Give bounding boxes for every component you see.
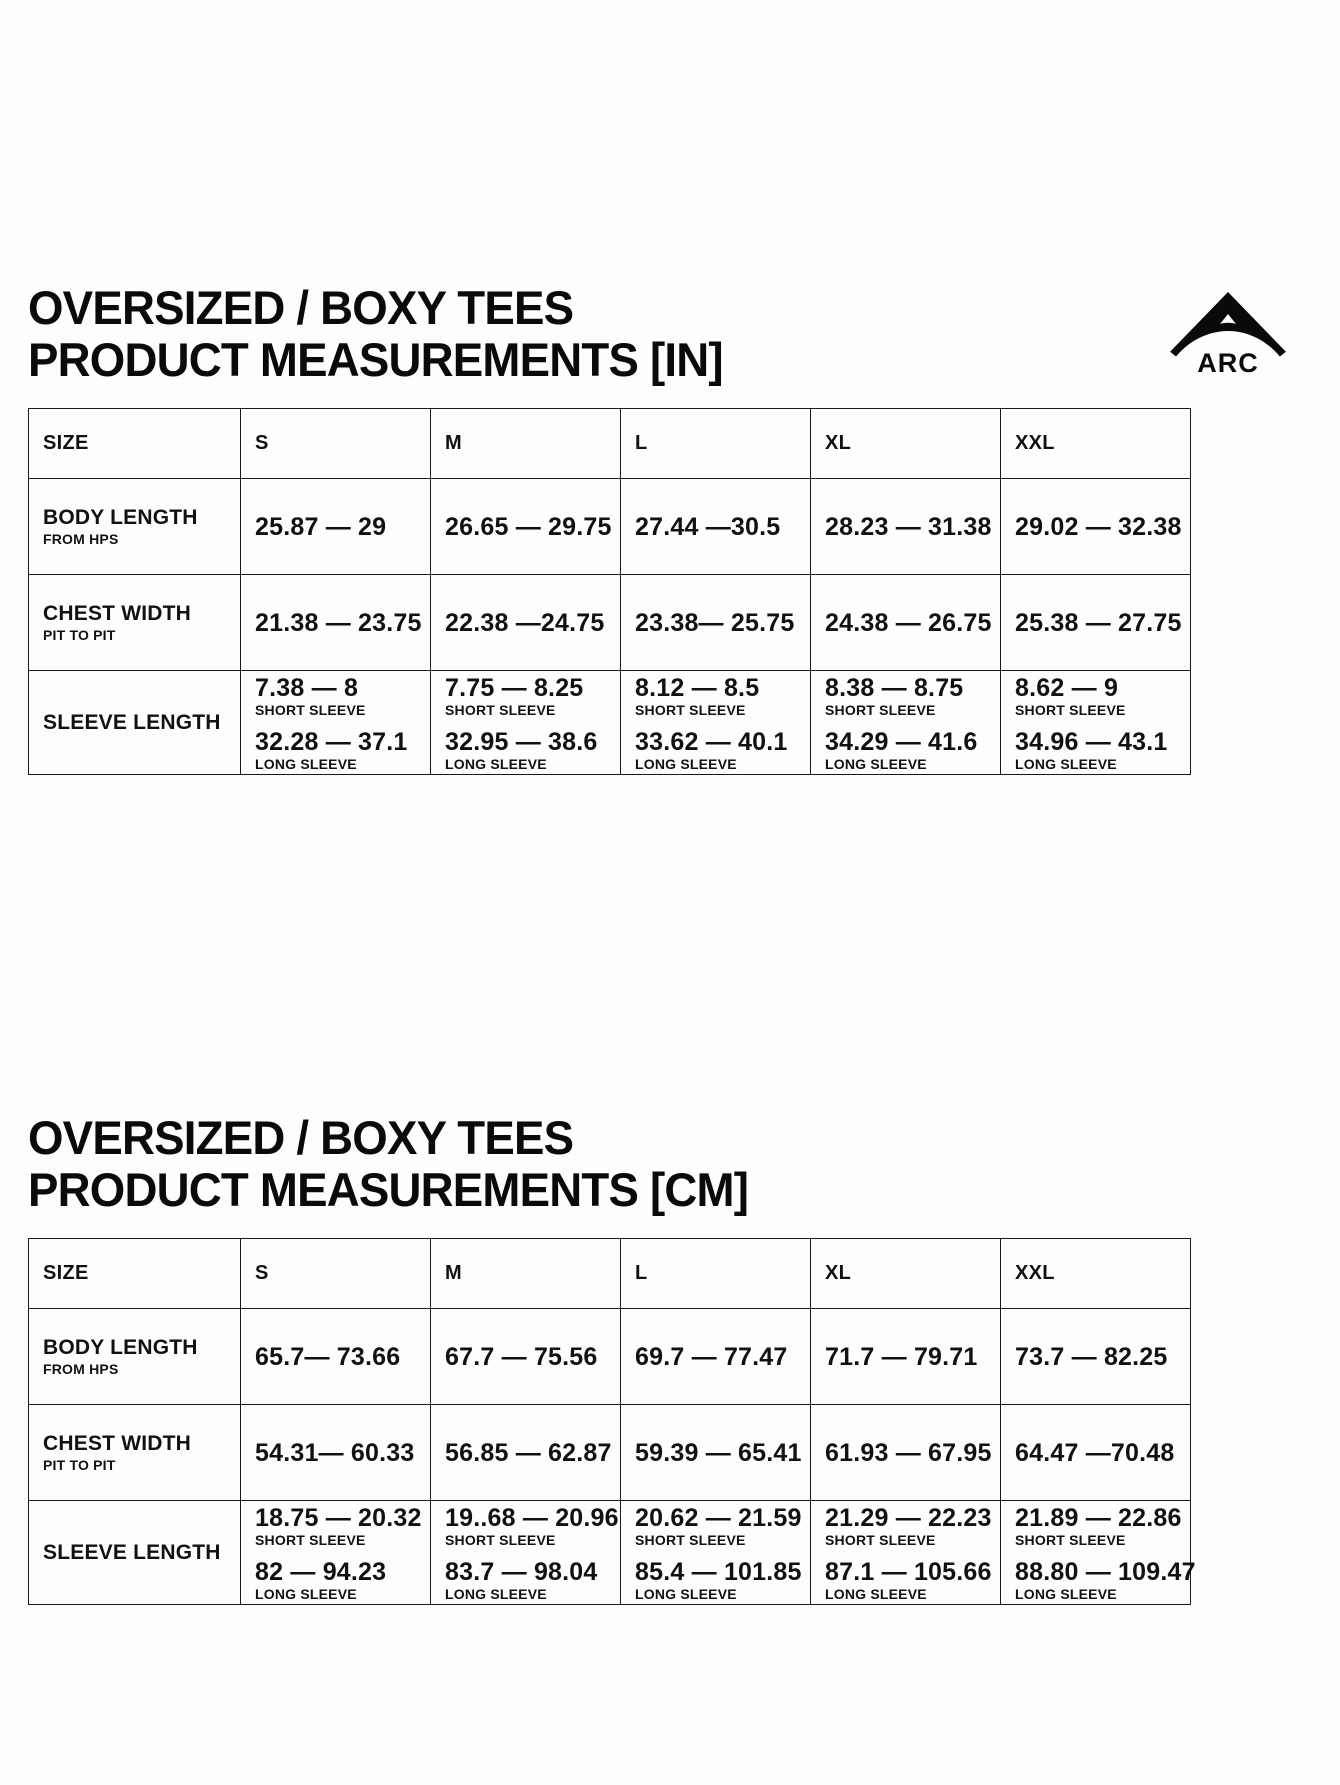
cell-value-long: 32.95 — 38.6: [445, 727, 598, 756]
long-sleeve-group: [825, 728, 1000, 772]
cell-value: 65.7— 73.66: [255, 1342, 401, 1371]
long-sleeve-group: [445, 1558, 620, 1602]
row-label-sleeve-length: [29, 1501, 241, 1605]
cell-sublabel-long: LONG SLEEVE: [825, 1585, 927, 1602]
cell-chest-width-s: [241, 1405, 431, 1501]
cell-value-long: 33.62 — 40.1: [635, 727, 788, 756]
cell-value-short: 7.75 — 8.25: [445, 673, 584, 702]
cell-value-short: 8.62 — 9: [1015, 673, 1119, 702]
cell-body-length-xl: [811, 1309, 1001, 1405]
cell-sleeve-length-m: [431, 671, 621, 775]
measurements-section-cm: [28, 1112, 1312, 1605]
col-header-xl: XL: [811, 1239, 1001, 1309]
row-label-main: SLEEVE LENGTH: [43, 710, 221, 734]
cell-sleeve-length-s: [241, 671, 431, 775]
cell-sublabel-short: SHORT SLEEVE: [1015, 701, 1126, 718]
section-heading-cm: [28, 1112, 1312, 1216]
row-label-sub: PIT TO PIT: [43, 626, 116, 643]
cell-body-length-s: [241, 1309, 431, 1405]
title-line-2-in: PRODUCT MEASUREMENTS [IN]: [28, 333, 723, 386]
table-header-row: [29, 1239, 1191, 1309]
cell-value: 69.7 — 77.47: [635, 1342, 788, 1371]
cell-value-long: 87.1 — 105.66: [825, 1557, 992, 1586]
cell-chest-width-l: [621, 575, 811, 671]
cell-value: 73.7 — 82.25: [1015, 1342, 1168, 1371]
cell-value-short: 20.62 — 21.59: [635, 1503, 802, 1532]
row-label-main: BODY LENGTH: [43, 505, 198, 529]
cell-value-short: 21.89 — 22.86: [1015, 1503, 1182, 1532]
table-row: [29, 1501, 1191, 1605]
long-sleeve-group: [635, 728, 810, 772]
row-label-sub: PIT TO PIT: [43, 1456, 116, 1473]
col-header-l: L: [621, 1239, 811, 1309]
table-header-row: [29, 409, 1191, 479]
cell-body-length-m: [431, 1309, 621, 1405]
cell-value-short: 19..68 — 20.96: [445, 1503, 619, 1532]
cell-value: 56.85 — 62.87: [445, 1438, 612, 1467]
cell-sublabel-long: LONG SLEEVE: [1015, 755, 1117, 772]
page-title-cm: [28, 1112, 770, 1216]
cell-chest-width-l: [621, 1405, 811, 1501]
short-sleeve-group: [1015, 674, 1190, 718]
cell-body-length-xxl: [1001, 479, 1191, 575]
cell-value-short: 7.38 — 8: [255, 673, 359, 702]
cell-sublabel-long: LONG SLEEVE: [445, 1585, 547, 1602]
cell-sublabel-short: SHORT SLEEVE: [825, 1531, 936, 1548]
cell-value: 27.44 —30.5: [635, 512, 781, 541]
cell-sleeve-length-xl: [811, 671, 1001, 775]
table-row: [29, 575, 1191, 671]
cell-chest-width-xl: [811, 575, 1001, 671]
section-heading-in: [28, 282, 1312, 386]
cell-sublabel-long: LONG SLEEVE: [445, 755, 547, 772]
cell-value: 29.02 — 32.38: [1015, 512, 1182, 541]
row-label-sub: FROM HPS: [43, 530, 119, 547]
table-row: [29, 671, 1191, 775]
short-sleeve-group: [255, 1504, 430, 1548]
col-header-l: L: [621, 409, 811, 479]
cell-value: 54.31— 60.33: [255, 1438, 415, 1467]
cell-sublabel-long: LONG SLEEVE: [635, 755, 737, 772]
short-sleeve-group: [255, 674, 430, 718]
cell-sublabel-long: LONG SLEEVE: [825, 755, 927, 772]
cell-value: 28.23 — 31.38: [825, 512, 992, 541]
cell-sleeve-length-xl: [811, 1501, 1001, 1605]
page-title-in: [28, 282, 744, 386]
cell-sublabel-short: SHORT SLEEVE: [255, 1531, 366, 1548]
cell-sublabel-short: SHORT SLEEVE: [255, 701, 366, 718]
cell-body-length-xl: [811, 479, 1001, 575]
cell-value: 25.38 — 27.75: [1015, 608, 1182, 637]
cell-chest-width-xl: [811, 1405, 1001, 1501]
cell-value: 64.47 —70.48: [1015, 1438, 1175, 1467]
row-label-sub: FROM HPS: [43, 1360, 119, 1377]
col-header-size: SIZE: [29, 409, 241, 479]
cell-value: 21.38 — 23.75: [255, 608, 422, 637]
col-header-xxl: XXL: [1001, 409, 1191, 479]
long-sleeve-group: [635, 1558, 810, 1602]
cell-sublabel-long: LONG SLEEVE: [255, 1585, 357, 1602]
row-label-body-length: [29, 1309, 241, 1405]
long-sleeve-group: [1015, 1557, 1196, 1602]
size-table-cm: [28, 1238, 1196, 1605]
cell-value-long: 82 — 94.23: [255, 1557, 387, 1586]
arc-logo: [1162, 284, 1294, 376]
table-row: [29, 479, 1191, 575]
cell-chest-width-xxl: [1001, 575, 1191, 671]
cell-sleeve-length-xxl: [1001, 1501, 1196, 1605]
arc-wordmark: ARC: [1197, 348, 1259, 376]
measurements-section-in: [28, 282, 1312, 775]
size-table-in: [28, 408, 1191, 775]
short-sleeve-group: [635, 674, 810, 718]
cell-value-short: 8.12 — 8.5: [635, 673, 760, 702]
cell-value: 67.7 — 75.56: [445, 1342, 598, 1371]
row-label-main: SLEEVE LENGTH: [43, 1540, 221, 1564]
cell-sleeve-length-l: [621, 671, 811, 775]
cell-value: 71.7 — 79.71: [825, 1342, 978, 1371]
cell-body-length-m: [431, 479, 621, 575]
row-label-chest-width: [29, 1405, 241, 1501]
cell-value: 26.65 — 29.75: [445, 512, 612, 541]
long-sleeve-group: [1015, 728, 1190, 772]
cell-sleeve-length-l: [621, 1501, 811, 1605]
long-sleeve-group: [825, 1558, 1000, 1602]
short-sleeve-group: [825, 1504, 1000, 1548]
cell-value-long: 34.29 — 41.6: [825, 727, 978, 756]
long-sleeve-group: [255, 1558, 430, 1602]
row-label-sleeve-length: [29, 671, 241, 775]
col-header-size: SIZE: [29, 1239, 241, 1309]
short-sleeve-group: [825, 674, 1000, 718]
row-label-main: CHEST WIDTH: [43, 1431, 192, 1455]
cell-body-length-xxl: [1001, 1309, 1191, 1405]
cell-value: 25.87 — 29: [255, 512, 387, 541]
short-sleeve-group: [445, 1504, 620, 1548]
cell-sublabel-long: LONG SLEEVE: [255, 755, 357, 772]
long-sleeve-group: [255, 728, 430, 772]
cell-sublabel-short: SHORT SLEEVE: [635, 701, 746, 718]
cell-value-long: 83.7 — 98.04: [445, 1557, 598, 1586]
cell-sleeve-length-s: [241, 1501, 431, 1605]
cell-value-long: 32.28 — 37.1: [255, 727, 408, 756]
title-line-2-cm: PRODUCT MEASUREMENTS [CM]: [28, 1163, 749, 1216]
cell-value-short: 21.29 — 22.23: [825, 1503, 992, 1532]
cell-sublabel-long: LONG SLEEVE: [635, 1585, 737, 1602]
cell-value: 59.39 — 65.41: [635, 1438, 802, 1467]
row-label-chest-width: [29, 575, 241, 671]
cell-chest-width-s: [241, 575, 431, 671]
col-header-s: S: [241, 409, 431, 479]
title-line-1-cm: OVERSIZED / BOXY TEES: [28, 1111, 574, 1164]
cell-value-long: 88.80 — 109.47: [1015, 1557, 1196, 1586]
cell-sublabel-short: SHORT SLEEVE: [445, 1531, 556, 1548]
cell-value-long: 34.96 — 43.1: [1015, 727, 1168, 756]
short-sleeve-group: [635, 1504, 810, 1548]
short-sleeve-group: [1015, 1504, 1190, 1548]
col-header-m: M: [431, 409, 621, 479]
col-header-xl: XL: [811, 409, 1001, 479]
cell-sublabel-short: SHORT SLEEVE: [635, 1531, 746, 1548]
cell-sublabel-short: SHORT SLEEVE: [825, 701, 936, 718]
cell-sleeve-length-m: [431, 1501, 621, 1605]
cell-sublabel-short: SHORT SLEEVE: [1015, 1531, 1126, 1548]
long-sleeve-group: [445, 728, 620, 772]
table-row: [29, 1405, 1191, 1501]
cell-chest-width-m: [431, 1405, 621, 1501]
cell-body-length-s: [241, 479, 431, 575]
col-header-xxl: XXL: [1001, 1239, 1191, 1309]
table-row: [29, 1309, 1191, 1405]
col-header-s: S: [241, 1239, 431, 1309]
row-label-main: BODY LENGTH: [43, 1335, 198, 1359]
cell-sleeve-length-xxl: [1001, 671, 1191, 775]
cell-value: 23.38— 25.75: [635, 608, 795, 637]
cell-value: 24.38 — 26.75: [825, 608, 992, 637]
cell-sublabel-long: LONG SLEEVE: [1015, 1585, 1117, 1602]
cell-value: 22.38 —24.75: [445, 608, 605, 637]
cell-value-short: 18.75 — 20.32: [255, 1503, 422, 1532]
short-sleeve-group: [445, 674, 620, 718]
cell-value-long: 85.4 — 101.85: [635, 1557, 802, 1586]
cell-chest-width-xxl: [1001, 1405, 1191, 1501]
cell-chest-width-m: [431, 575, 621, 671]
row-label-body-length: [29, 479, 241, 575]
title-line-1-in: OVERSIZED / BOXY TEES: [28, 281, 574, 334]
cell-value-short: 8.38 — 8.75: [825, 673, 964, 702]
row-label-main: CHEST WIDTH: [43, 601, 192, 625]
cell-value: 61.93 — 67.95: [825, 1438, 992, 1467]
col-header-m: M: [431, 1239, 621, 1309]
cell-sublabel-short: SHORT SLEEVE: [445, 701, 556, 718]
cell-body-length-l: [621, 479, 811, 575]
cell-body-length-l: [621, 1309, 811, 1405]
